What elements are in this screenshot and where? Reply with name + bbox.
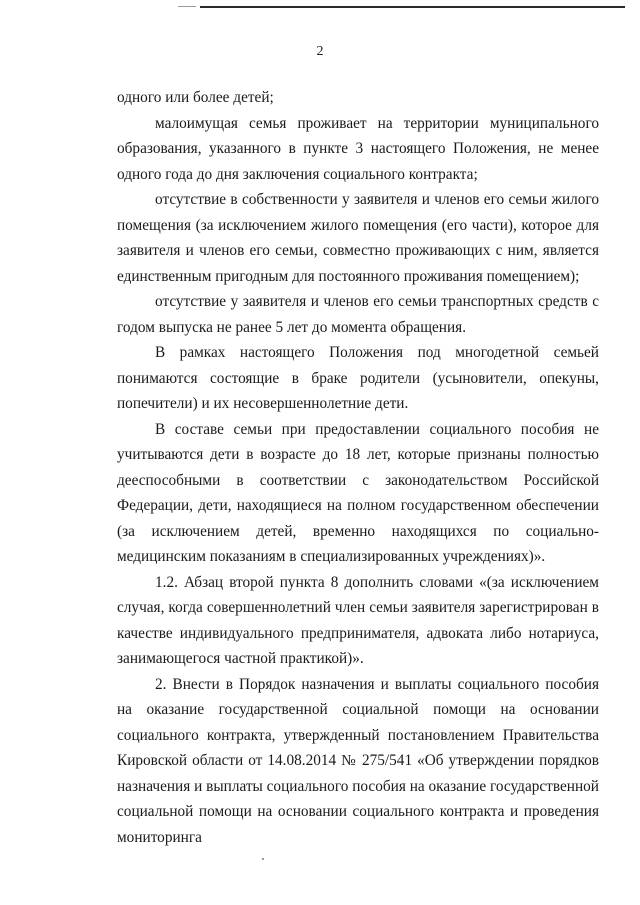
page-number: 2	[316, 44, 324, 59]
paragraph-5: В рамках настоящего Положения под многодетной семьей понимаются состоящие в браке родители (усыновители, опекуны, попечители) и их несовершеннолетние дети.	[117, 344, 599, 412]
paragraph-6: В составе семьи при предоставлении социального пособия не учитываются дети в возрасте до 18 лет, которые признаны полностью дееспособными в соответствии с законодательством Российской Федерации, дети, находящиеся на полном государственном обеспечении (за исключением детей, временно находящихся по социально-медицинским показаниям в специализированных учреждениях)».	[117, 420, 599, 565]
paragraph-3: отсутствие в собственности у заявителя и членов его семьи жилого помещения (за исключением жилого помещения (его части), которое для заявителя и членов его семьи, совместно проживающих с ним, является единственным пригодным для постоянного проживания помещением);	[117, 191, 599, 285]
scan-edge-mark-faint	[178, 6, 196, 7]
paragraph-7: 1.2. Абзац второй пункта 8 дополнить словами «(за исключением случая, когда совершеннолетний член семьи заявителя зарегистрирован в качестве индивидуального предпринимателя, адвоката либо нотариуса, занимающегося частной практикой)».	[117, 573, 599, 667]
paragraph-8: 2. Внести в Порядок назначения и выплаты социального пособия на оказание государственной социальной помощи на основании социального контракта, утвержденный постановлением Правительства Кировской области от 14.08.2014 № 275/541 «Об утверждении порядков назначения и выплаты социального пособия на оказание государственной социальной помощи на основании социального контракта и проведения мониторинга	[117, 675, 599, 846]
paragraph-1: одного или более детей;	[117, 89, 274, 106]
scan-edge-line	[200, 6, 625, 8]
scan-speck	[262, 858, 264, 860]
paragraph-4: отсутствие у заявителя и членов его семьи транспортных средств с годом выпуска не ранее 5 лет до момента обращения.	[117, 293, 599, 336]
document-body	[117, 85, 599, 850]
paragraph-2: малоимущая семья проживает на территории муниципального образования, указанного в пункте 3 настоящего Положения, не менее одного года до дня заключения социального контракта;	[117, 114, 599, 183]
